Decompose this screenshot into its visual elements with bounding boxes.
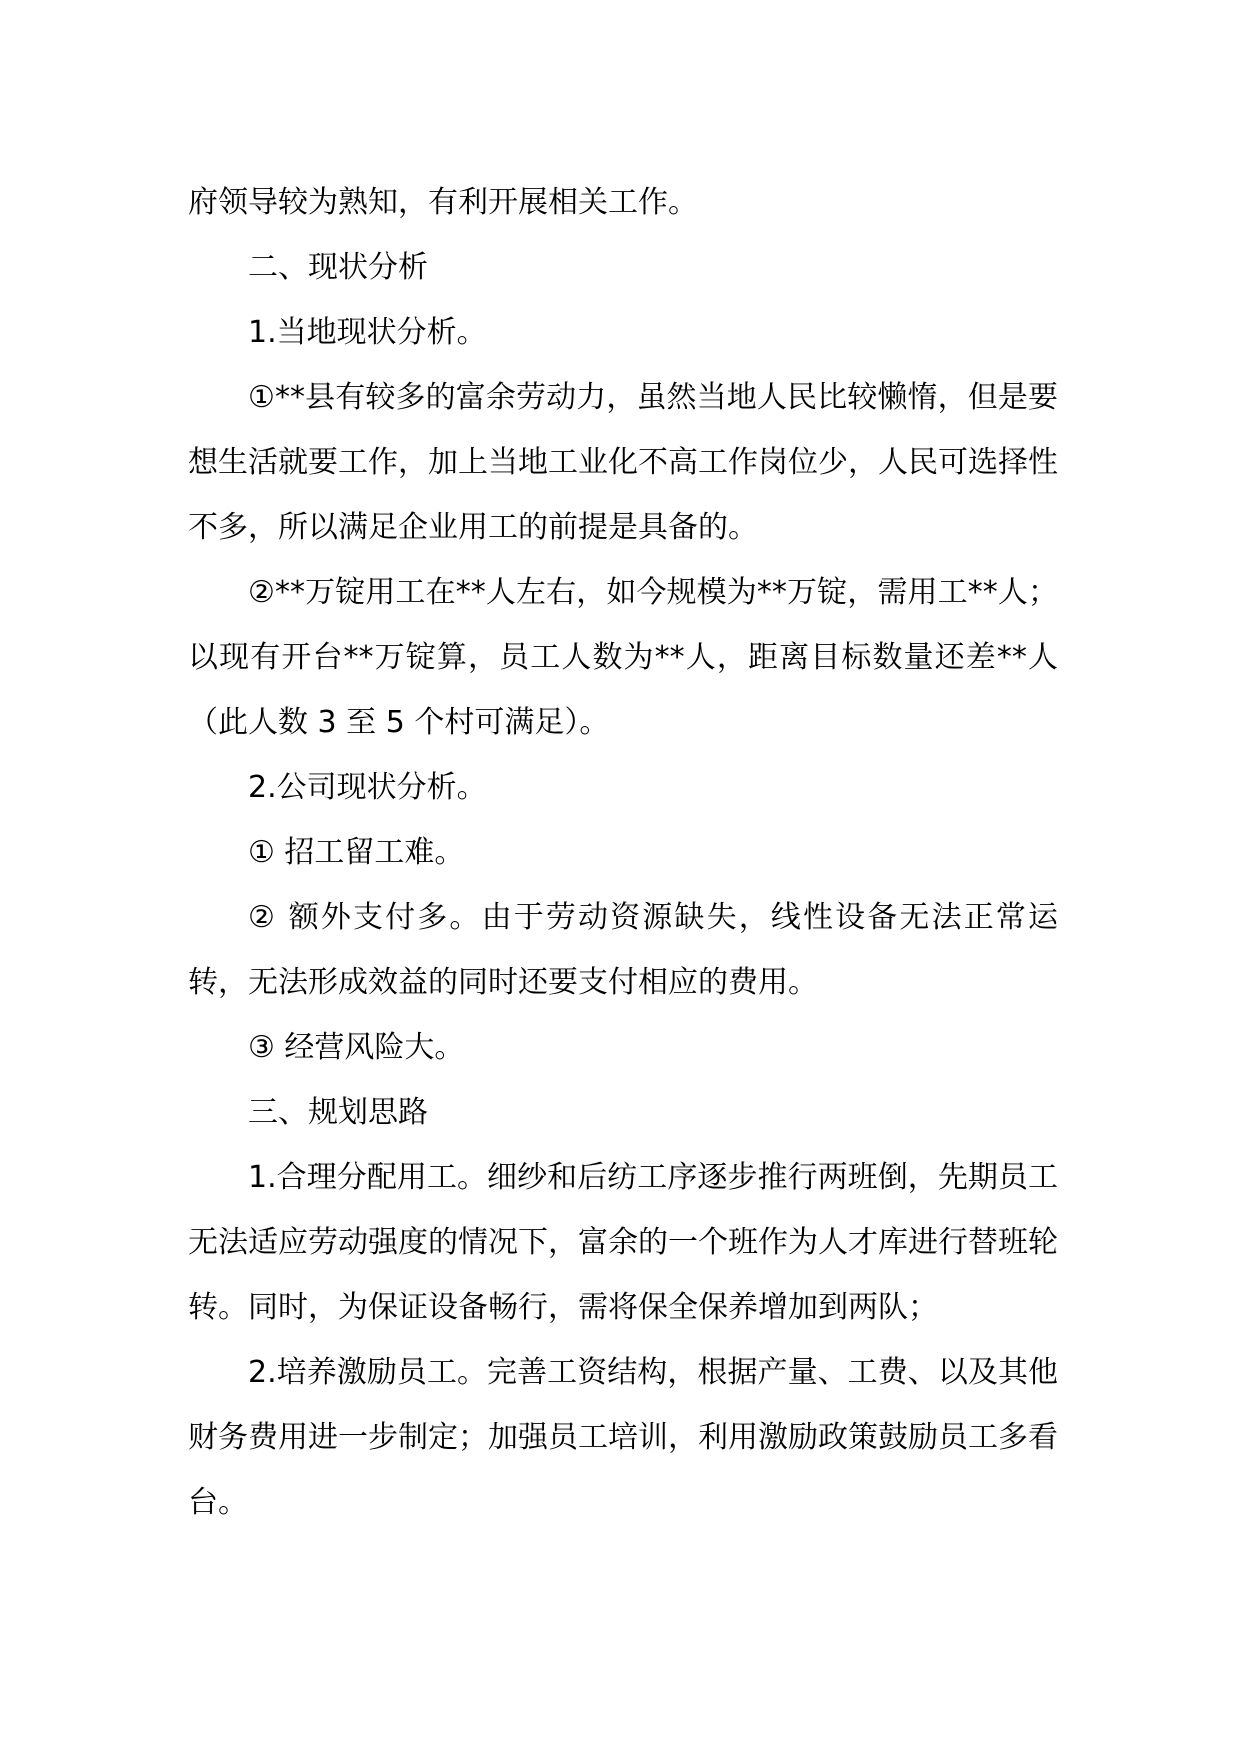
document-page xyxy=(188,170,1058,1535)
subheading-company-analysis: 2.公司现状分析。 xyxy=(248,770,487,805)
paragraph-company-item-3: ③ 经营风险大。 xyxy=(248,1030,465,1065)
paragraph-planning-item-2: 2.培养激励员工。完善工资结构，根据产量、工费、以及其他财务费用进一步制定；加强员工培训，利用激励政策鼓励员工多看台。 xyxy=(188,1355,1058,1520)
paragraph-planning-item-1: 1.合理分配用工。细纱和后纺工序逐步推行两班倒，先期员工无法适应劳动强度的情况下，富余的一个班作为人才库进行替班轮转。同时，为保证设备畅行，需将保全保养增加到两队； xyxy=(188,1160,1058,1325)
paragraph-company-item-1: ① 招工留工难。 xyxy=(248,835,465,870)
paragraph-continuation: 府领导较为熟知，有利开展相关工作。 xyxy=(188,185,698,220)
section-heading-planning: 三、规划思路 xyxy=(248,1095,428,1130)
paragraph-local-item-2: ②**万锭用工在**人左右，如今规模为**万锭，需用工**人；以现有开台**万锭算，员工人数为**人，距离目标数量还差**人（此人数 3 至 5 个村可满足）。 xyxy=(188,575,1058,740)
subheading-local-analysis: 1.当地现状分析。 xyxy=(248,315,487,350)
paragraph-company-item-2: ② 额外支付多。由于劳动资源缺失，线性设备无法正常运转，无法形成效益的同时还要支付相应的费用。 xyxy=(188,900,1058,1000)
paragraph-local-item-1: ①**县有较多的富余劳动力，虽然当地人民比较懒惰，但是要想生活就要工作，加上当地工业化不高工作岗位少，人民可选择性不多，所以满足企业用工的前提是具备的。 xyxy=(188,380,1058,545)
section-heading-status-analysis: 二、现状分析 xyxy=(248,250,428,285)
